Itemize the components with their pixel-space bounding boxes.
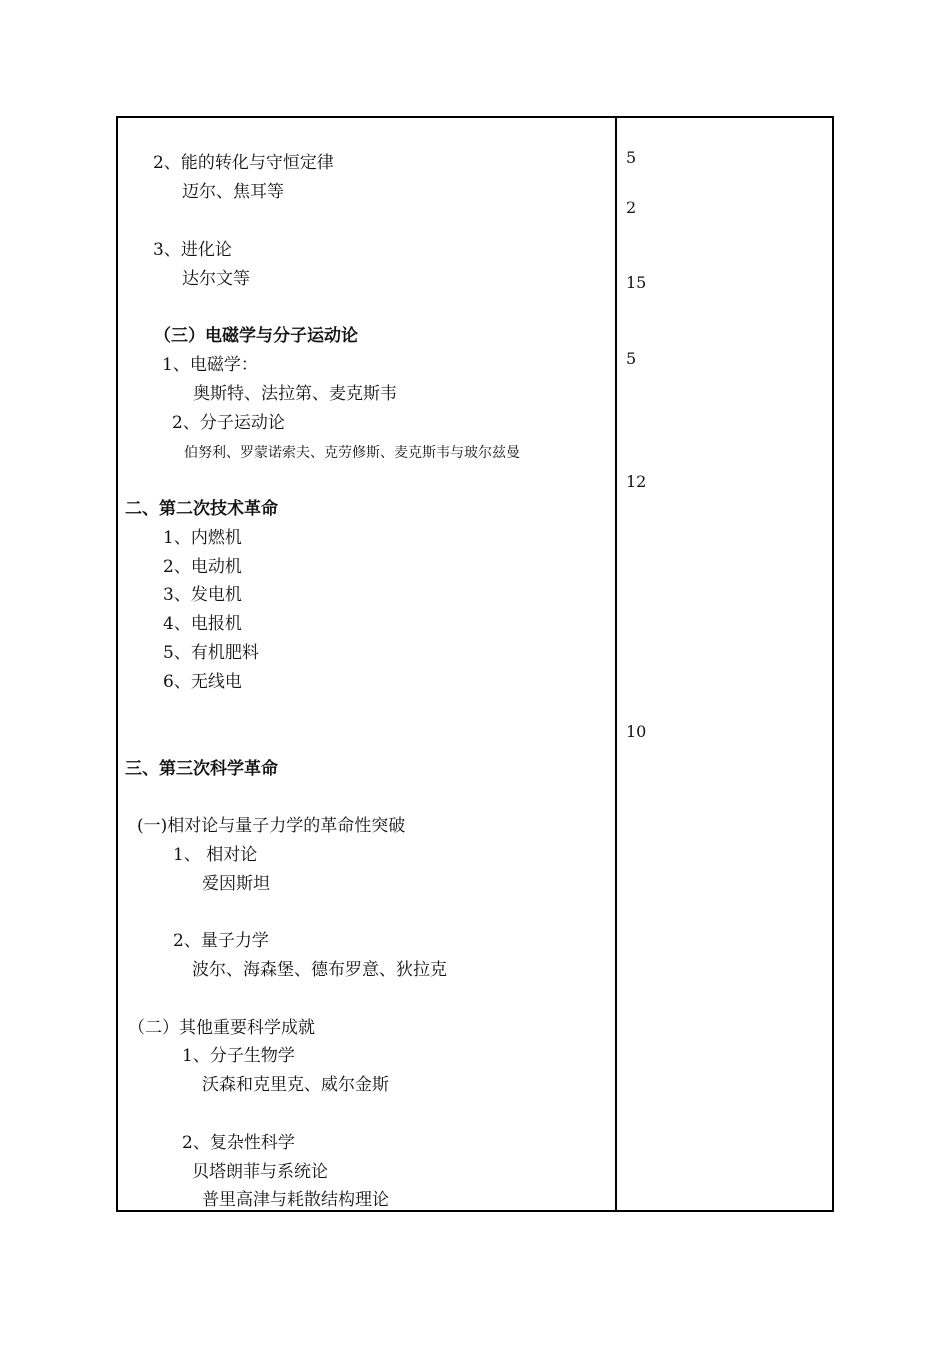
outline-line: 贝塔朗菲与系统论 — [192, 1162, 328, 1182]
outline-line: （三）电磁学与分子运动论 — [154, 326, 358, 346]
outline-line: 4、电报机 — [163, 614, 242, 634]
outline-line: 1、电磁学： — [162, 355, 258, 375]
outline-line: （二）其他重要科学成就 — [128, 1018, 315, 1038]
hours-value: 12 — [626, 472, 647, 491]
outline-line: 奥斯特、法拉第、麦克斯韦 — [193, 384, 397, 404]
outline-line: 6、无线电 — [163, 672, 242, 692]
outline-line: 2、能的转化与守恒定律 — [153, 153, 334, 173]
outline-line: 迈尔、焦耳等 — [182, 182, 284, 202]
outline-line: 达尔文等 — [182, 269, 250, 289]
column-divider — [615, 118, 617, 1210]
outline-line: 2、电动机 — [163, 557, 242, 577]
hours-value: 15 — [626, 273, 647, 292]
outline-line: 普里高津与耗散结构理论 — [202, 1190, 389, 1210]
outline-line: 波尔、海森堡、德布罗意、狄拉克 — [192, 960, 447, 980]
hours-value: 5 — [626, 349, 637, 368]
hours-value: 2 — [626, 198, 637, 217]
outline-table — [116, 116, 834, 1212]
outline-line: 三、第三次科学革命 — [125, 759, 278, 779]
outline-line: 2、量子力学 — [173, 931, 269, 951]
outline-line: 2、复杂性科学 — [182, 1133, 295, 1153]
outline-line: 沃森和克里克、威尔金斯 — [202, 1075, 389, 1095]
outline-line: 1、内燃机 — [163, 528, 242, 548]
outline-line: 5、有机肥料 — [163, 643, 259, 663]
outline-line: 二、第二次技术革命 — [125, 499, 278, 519]
outline-line: 2、分子运动论 — [172, 413, 285, 433]
outline-line: 爱因斯坦 — [202, 874, 270, 894]
outline-line: 1、 相对论 — [173, 845, 258, 865]
outline-line: 伯努利、罗蒙诺索夫、克劳修斯、麦克斯韦与玻尔兹曼 — [184, 445, 520, 461]
outline-line: 3、发电机 — [163, 585, 242, 605]
hours-value: 10 — [626, 722, 647, 741]
outline-line: (一)相对论与量子力学的革命性突破 — [137, 816, 406, 836]
hours-value: 5 — [626, 148, 637, 167]
outline-line: 3、进化论 — [153, 240, 232, 260]
outline-line: 1、分子生物学 — [182, 1046, 295, 1066]
